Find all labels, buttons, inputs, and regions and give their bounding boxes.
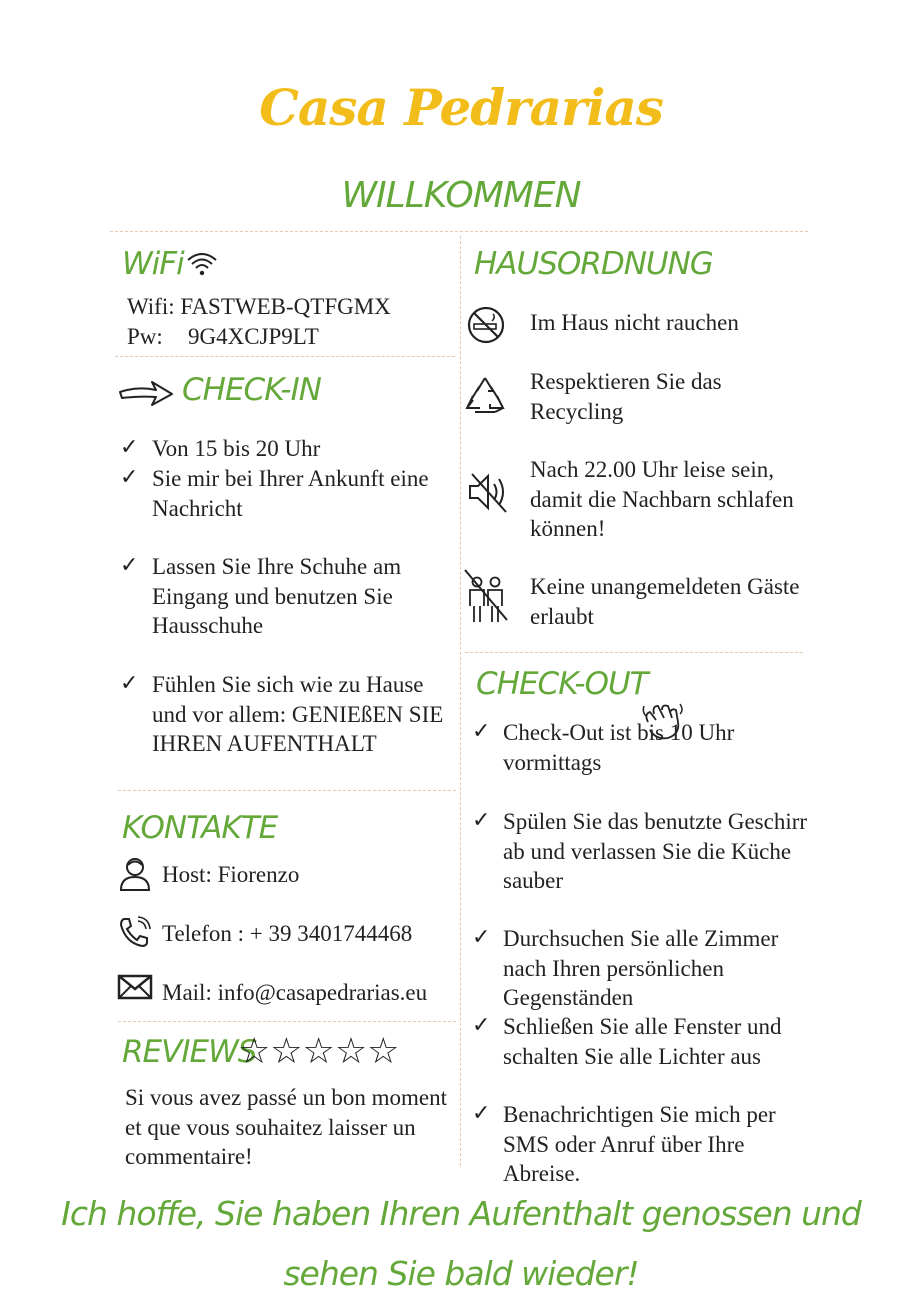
reviews-text: Si vous avez passé un bon moment et que vous souhaitez laisser un commentaire! [125, 1085, 447, 1169]
contacts-heading: KONTAKTE [122, 810, 278, 846]
column-divider [460, 236, 461, 1166]
wifi-password-label: Pw: [127, 324, 163, 349]
checkin-item: Fühlen Sie sich wie zu Hause und vor allem: GENIEßEN SIE IHREN AUFENTHALT [152, 672, 444, 756]
check-mark-icon: ✓ [120, 464, 139, 489]
check-mark-icon: ✓ [472, 924, 491, 949]
checkin-item: Sie mir bei Ihrer Ankunft eine Nachricht [152, 466, 429, 521]
wifi-heading: WiFi [122, 246, 184, 282]
house-rules-heading: HAUSORDNUNG [474, 246, 713, 282]
check-mark-icon: ✓ [472, 1100, 491, 1125]
divider [118, 790, 456, 791]
phone-icon [118, 915, 152, 954]
star-rating: ☆☆☆☆☆ [238, 1031, 400, 1072]
check-mark-icon: ✓ [120, 552, 139, 577]
checkout-heading: CHECK-OUT [476, 666, 648, 702]
footer-line-2: sehen Sie bald wieder! [283, 1254, 639, 1293]
mute-speaker-icon [466, 470, 510, 519]
checkout-item: Durchsuchen Sie alle Zimmer nach Ihren persönlichen Gegenständen [503, 926, 779, 1010]
check-mark-icon: ✓ [120, 434, 139, 459]
contact-host: Host: Fiorenzo [162, 862, 300, 887]
no-smoking-icon [466, 305, 506, 350]
welcome-heading: WILLKOMMEN [341, 175, 581, 216]
check-mark-icon: ✓ [120, 670, 139, 695]
envelope-icon [117, 974, 153, 1005]
house-rule-text: Nach 22.00 Uhr leise sein, damit die Nachbarn schlafen können! [530, 457, 794, 541]
wifi-icon [186, 250, 218, 283]
house-rule-text: Im Haus nicht rauchen [530, 310, 739, 335]
house-rule-text: Keine unangemeldeten Gäste erlaubt [530, 574, 800, 629]
checkin-item: Lassen Sie Ihre Schuhe am Eingang und benutzen Sie Hausschuhe [152, 554, 402, 638]
wifi-network: Wifi: FASTWEB-QTFGMX [127, 294, 391, 319]
divider [465, 652, 803, 653]
footer-line-1: Ich hoffe, Sie haben Ihren Aufenthalt genossen und [61, 1194, 861, 1233]
checkout-item: Check-Out ist bis 10 Uhr vormittags [503, 720, 735, 775]
check-mark-icon: ✓ [472, 807, 491, 832]
checkout-item: Benachrichtigen Sie mich per SMS oder Anruf über Ihre Abreise. [503, 1102, 776, 1186]
divider [118, 1021, 456, 1022]
check-mark-icon: ✓ [472, 1012, 491, 1037]
contact-mail: Mail: info@casapedrarias.eu [162, 980, 428, 1005]
checkin-heading: CHECK-IN [182, 372, 321, 408]
divider [115, 356, 455, 357]
reviews-heading: REVIEWS [122, 1034, 257, 1070]
page-title: Casa Pedrarias [259, 78, 663, 137]
no-guests-icon [463, 568, 509, 631]
arrow-right-icon [118, 378, 174, 413]
checkin-item: Von 15 bis 20 Uhr [152, 436, 321, 461]
divider [110, 231, 808, 232]
house-rule-text: Respektieren Sie das Recycling [530, 369, 722, 424]
check-mark-icon: ✓ [472, 718, 491, 743]
recycling-icon [463, 374, 507, 421]
checkout-item: Schließen Sie alle Fenster und schalten Sie alle Lichter aus [503, 1014, 782, 1069]
person-icon [118, 856, 152, 897]
contact-phone: Telefon : + 39 3401744468 [162, 921, 413, 946]
wifi-password: 9G4XCJP9LT [188, 324, 319, 349]
checkout-item: Spülen Sie das benutzte Geschirr ab und verlassen Sie die Küche sauber [503, 809, 808, 893]
